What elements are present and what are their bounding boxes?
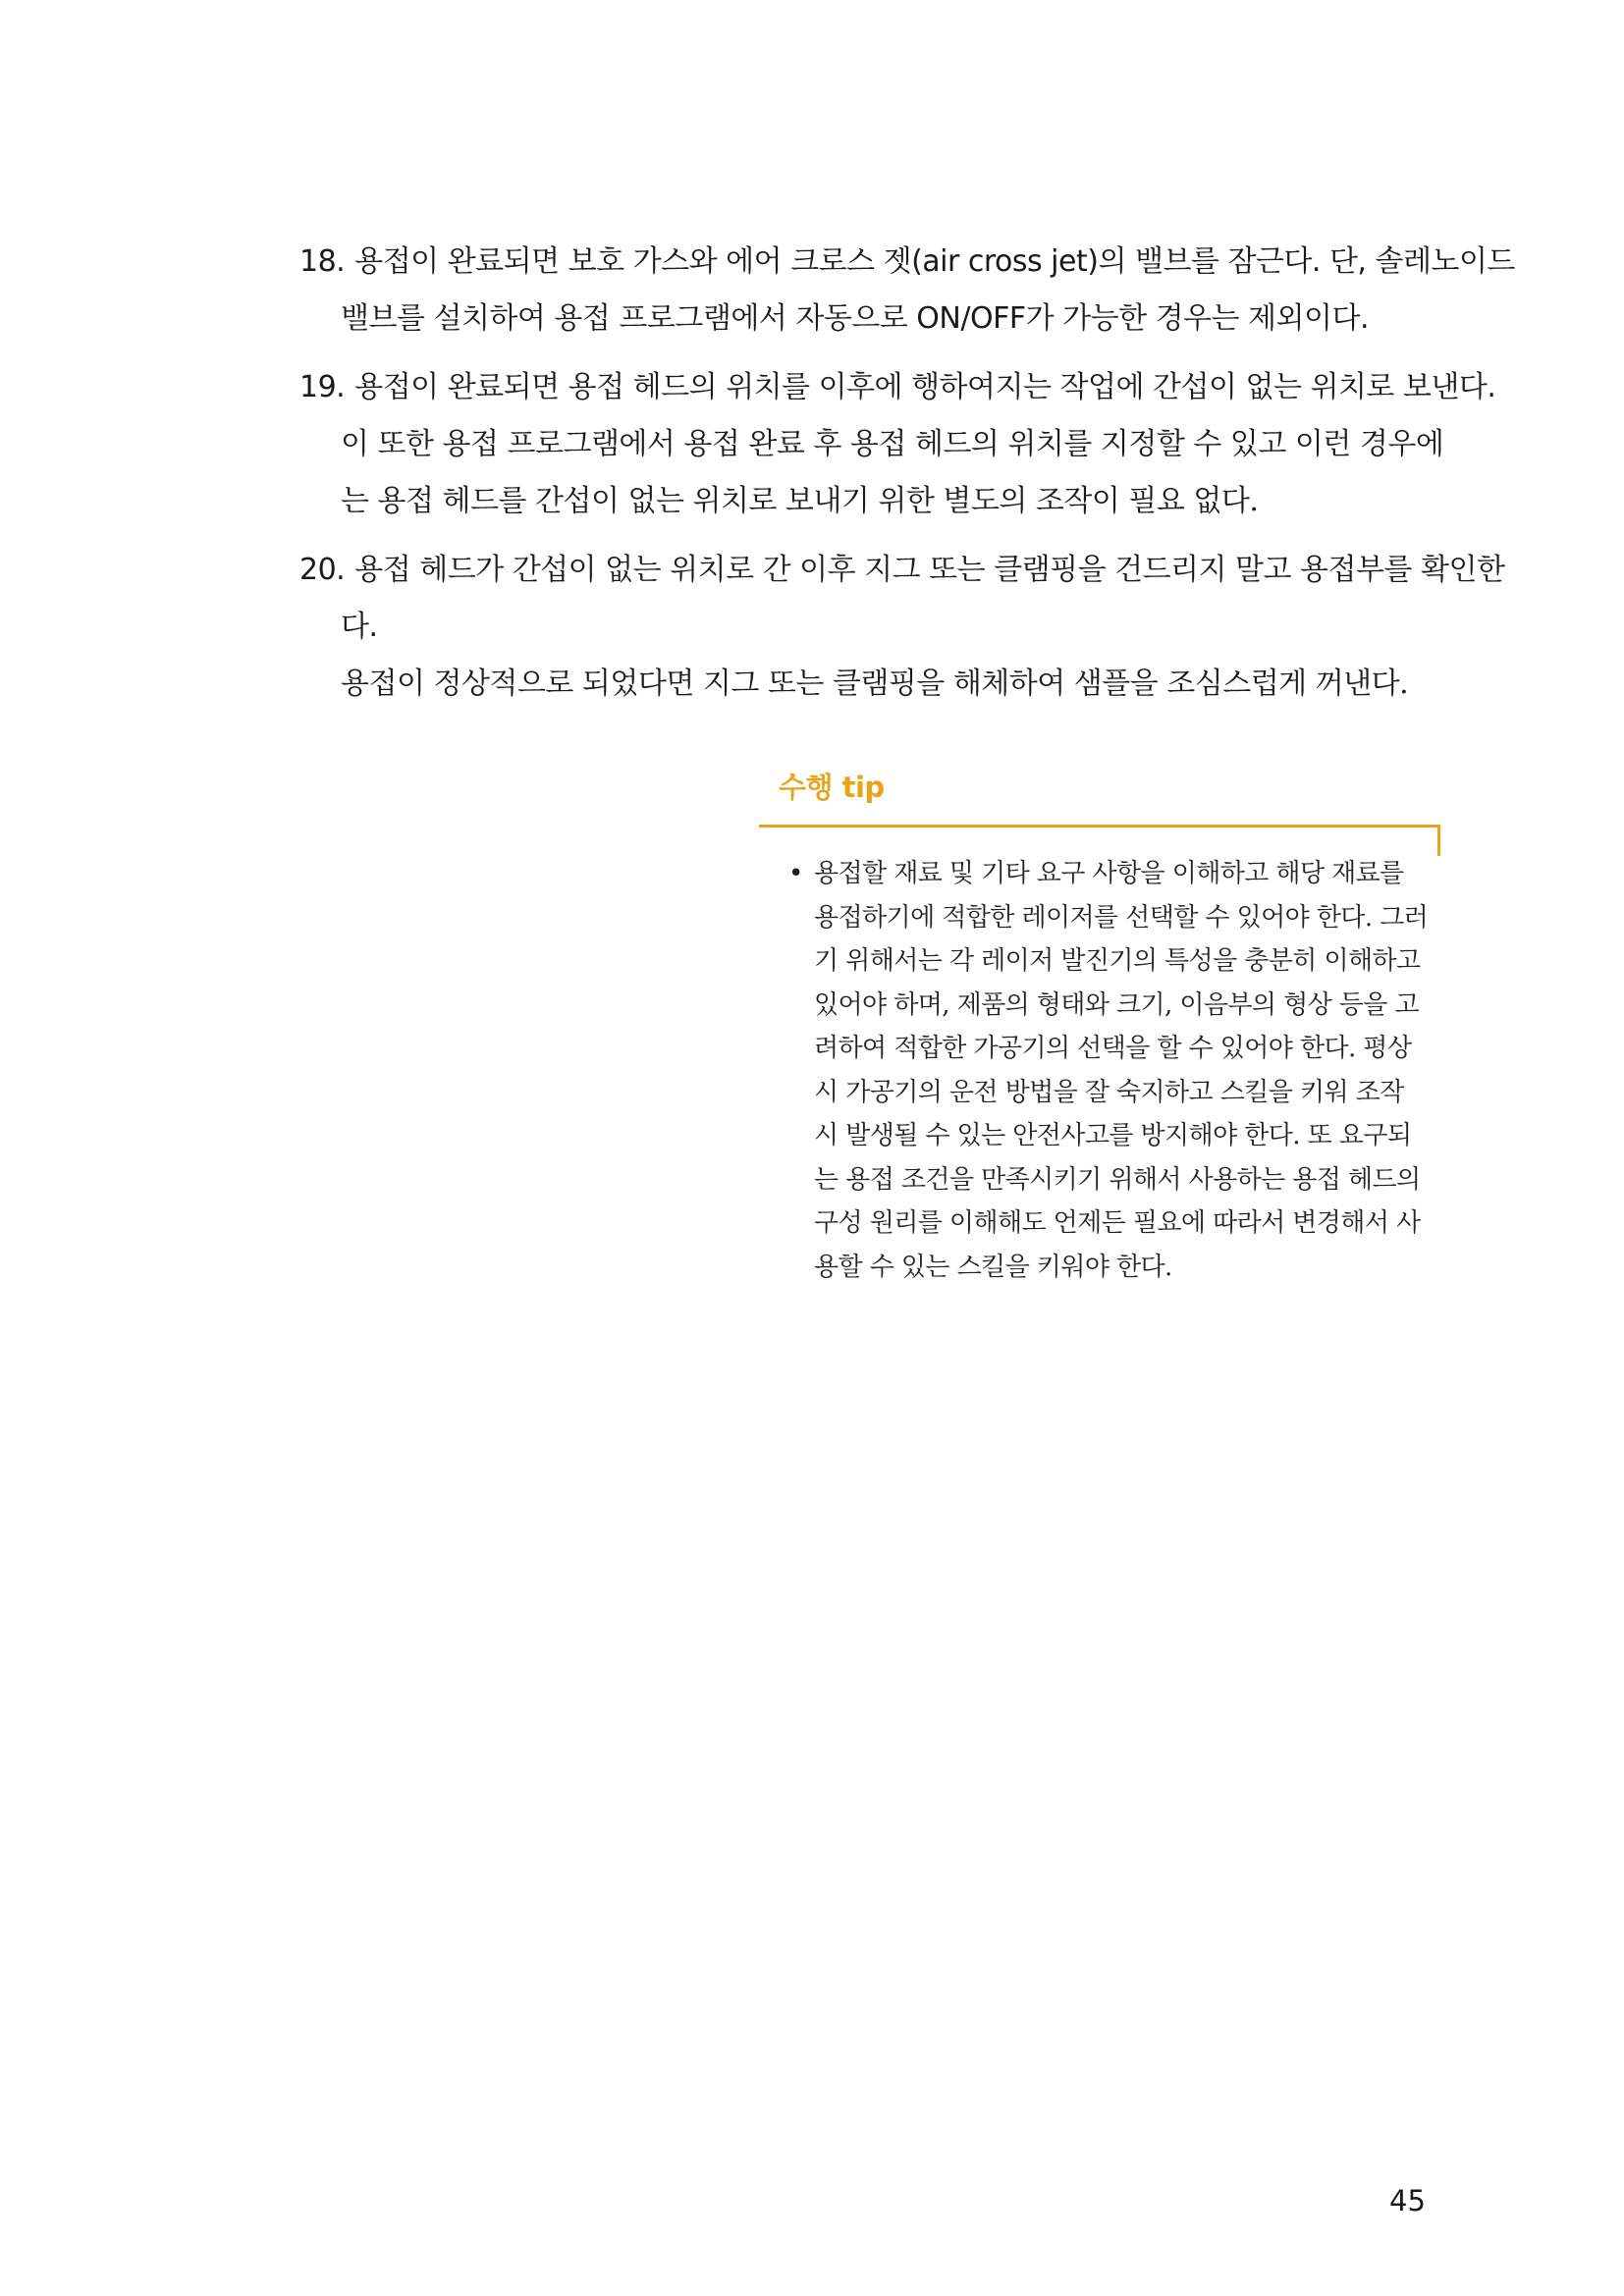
step-number: 18.: [299, 244, 346, 279]
tip-line: 있어야 하며, 제품의 형태와 크기, 이음부의 형상 등을 고: [814, 989, 1419, 1020]
step-20: [299, 542, 1505, 713]
step-text: 용접 헤드가 간섭이 없는 위치로 간 이후 지그 또는 클램핑을 건드리지 말고 용접부를 확인한: [354, 553, 1505, 587]
procedure-steps: [299, 234, 1515, 724]
tip-line: 시 가공기의 운전 방법을 잘 숙지하고 스킬을 키워 조작: [814, 1077, 1404, 1107]
step-line: [299, 359, 1496, 416]
step-19: [299, 359, 1496, 530]
step-note: 용접이 정상적으로 되었다면 지그 또는 클램핑을 해체하여 샘플을 조심스럽게 꺼낸다.: [341, 667, 1409, 701]
tip-line: 시 발생될 수 있는 안전사고를 방지해야 한다. 또 요구되: [814, 1121, 1412, 1150]
step-number: 19.: [299, 370, 346, 404]
step-text: 용접이 완료되면 용접 헤드의 위치를 이후에 행하여지는 작업에 간섭이 없는 위치로 보낸다.: [354, 370, 1496, 404]
step-note: 는 용접 헤드를 간섭이 없는 위치로 보내기 위한 별도의 조작이 필요 없다.: [341, 484, 1259, 518]
step-line: [299, 542, 1505, 599]
tip-line: 기 위해서는 각 레이저 발진기의 특성을 충분히 이해하고: [814, 946, 1421, 976]
tip-line: 구성 원리를 이해해도 언제든 필요에 따라서 변경해서 사: [814, 1208, 1421, 1238]
step-text: 밸브를 설치하여 용접 프로그램에서 자동으로 ON/OFF가 가능한 경우는 제외이다.: [341, 301, 1370, 336]
step-line: [299, 234, 1515, 291]
tip-line: 용접할 재료 및 기타 요구 사항을 이해하고 해당 재료를: [814, 859, 1404, 888]
step-text: 용접이 완료되면 보호 가스와 에어 크로스 젯(air cross jet)의 밸브를 잠근다. 단, 솔레노이드: [354, 244, 1515, 279]
tip-line: 려하여 적합한 가공기의 선택을 할 수 있어야 한다. 평상: [814, 1034, 1412, 1063]
bullet-icon: •: [788, 859, 804, 888]
step-18: [299, 234, 1515, 347]
step-text: 다.: [341, 610, 378, 644]
tip-title: 수행 tip: [779, 771, 885, 804]
step-note: 이 또한 용접 프로그램에서 용접 완료 후 용접 헤드의 위치를 지정할 수 있고 이런 경우에: [341, 427, 1444, 461]
tip-line: 용할 수 있는 스킬을 키워야 한다.: [814, 1252, 1172, 1282]
tip-divider: [759, 825, 1440, 828]
tip-text: [814, 852, 1428, 1289]
step-number: 20.: [299, 553, 346, 587]
tip-divider-corner: [1437, 825, 1440, 856]
tip-line: 는 용접 조건을 만족시키기 위해서 사용하는 용접 헤드의: [814, 1164, 1421, 1195]
tip-line: 용접하기에 적합한 레이저를 선택할 수 있어야 한다. 그러: [814, 902, 1429, 933]
page-number: 45: [1389, 2184, 1426, 2217]
